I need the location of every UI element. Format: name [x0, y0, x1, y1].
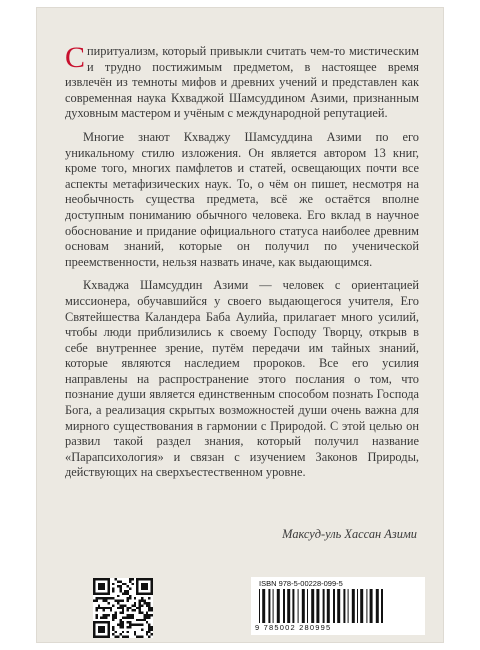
barcode-bars — [259, 589, 417, 623]
paragraph-1 — [65, 41, 419, 122]
qr-code-icon — [93, 578, 153, 638]
barcode-icon — [251, 577, 425, 635]
ean-digits: 9 785002 280995 — [255, 623, 332, 632]
author-signature: Максуд-уль Хассан Азими — [282, 527, 417, 541]
isbn-label: ISBN 978-5-00228-099-5 — [259, 579, 343, 588]
back-cover — [37, 8, 443, 642]
drop-cap: С — [65, 41, 86, 74]
paragraph-3: Кхваджа Шамсуддин Азими — человек с ориентацией миссионера, обучавшийся у своего выдающегося учителя, Его Святейшества Каландера Баба Аулийа, прилагает много усилий, чтобы люди приблизились к своему Господу Творцу, открыв в себе внутреннее зрение, путём передачи им тайных знаний, которые являются наследием пророков. Все его усилия направлены на распространение этого послания о том, что познание души является единственным способом познать Господа Бога, а реализация скрытых возможностей души очень важна для мирного существования в гармонии с Природой. С этой целью он развил такой раздел знания, который получил название «Парапсихология» и связан с изучением Законов Природы, действующих на сверхъестественном уровне. — [65, 278, 419, 480]
paragraph-1-text: пиритуализм, который привыкли считать чем-то мистическим и трудно постижимым предметом, в настоящее время извлечён из темноты мифов и древних учений и представлен как современная наука Кхваджой Шамсуддином Азими, признанным духовным мастером и учёным с международной репутацией. — [65, 44, 419, 121]
body-text — [65, 41, 419, 489]
paragraph-2: Многие знают Кхваджу Шамсуддина Азими по его уникальному стилю изложения. Он является автором 13 книг, кроме того, многих памфлетов и статей, освещающих почти все аспекты метафизических наук. То, о чём он пишет, несмотря на необычность существа предмета, всё же остаётся вполне доступным пониманию обычного человека. Его вклад в научное обоснование и придание официального статуса наиболее древним основам знаний, которые он получил по ученической преемственности, нельзя назвать иначе, как выдающимся. — [65, 129, 419, 269]
